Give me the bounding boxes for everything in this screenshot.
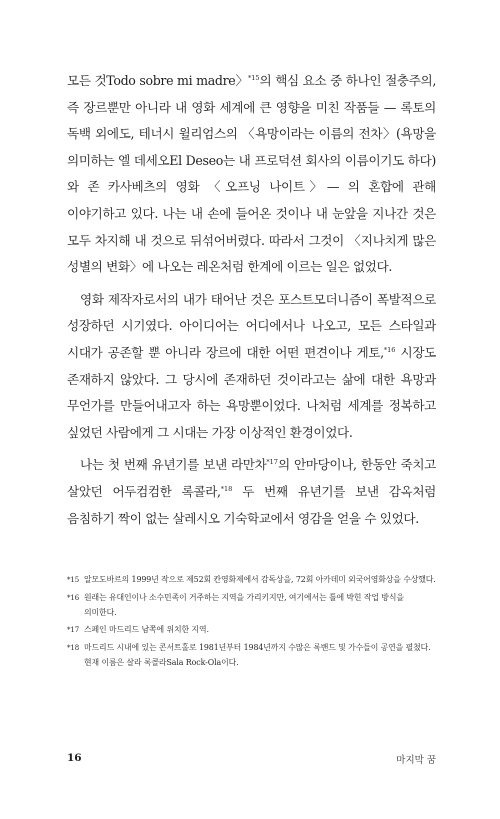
- text-run: 영화 제작자로서의 내가 태어난 것은 포스트모더니즘이 폭발적으로 성장하던 시기였다. 아이디어는 어디에서나 나오고, 모든 스타일과 시대가 공존할 뿐 아니라 장르에 대한 어떤 편견이나 게토,: [67, 291, 436, 360]
- paragraph: [67, 68, 436, 281]
- footnote-reference: *18: [220, 484, 233, 493]
- footnote-reference: *16: [383, 345, 396, 354]
- footnote-text: 원래는 유대인이나 소수민족이 거주하는 지역을 가리키지만, 여기에서는 틀에 박힌 작업 방식을 의미한다.: [84, 592, 404, 617]
- text-run: 두 번째 유년기를 보낸 감옥처럼 음침하기 짝이 없는 살레시오 기숙학교에서 영감을 얻을 수 있었다.: [67, 483, 437, 526]
- footnote-marker: *17: [67, 626, 80, 635]
- footnote: [67, 623, 436, 638]
- paragraph: [67, 452, 436, 532]
- page-number: 16: [67, 752, 82, 764]
- footnote-text: 마드리드 시내에 있는 콘서트홀로 1981년부터 1984년까지 수많은 록밴드 및 가수들이 공연을 펼쳤다. 현재 이름은 살라 록콜라Sala Rock-Ola이다.: [84, 643, 431, 667]
- footnote: [67, 573, 436, 588]
- text-run: 나는 첫 번째 유년기를 보낸 라만차: [80, 457, 267, 473]
- text-run: 모든 것Todo sobre mi madre〉: [67, 73, 249, 88]
- footnote-reference: *17: [266, 458, 278, 467]
- text-run: 의 핵심 요소 중 하나인 절충주의, 즉 장르뿐만 아니라 내 영화 세계에 큰 영향을 미친 작품들 — 록토의 독백 외에도, 테너시 윌리엄스의 〈욕망이라는 이름의 전차〉(욕망을 의미하는 엘 데세오El Deseo는 내 프로덕션 회사의 이름이기도 하다)와 존 카사베츠의 영화 〈오프닝 나이트〉— 의 혼합에 관해 이야기하고 있다. 나는 내 손에 들어온 것이나 내 눈앞을 지나간 것은 모두 차지해 내 것으로 뒤섞어버렸다. 따라서 그것이 〈지나치게 많은 성별의 변화〉에 나오는 레온처럼 한계에 이르는 일은 없었다.: [67, 73, 436, 275]
- footnote-marker: *15: [67, 576, 80, 584]
- footnote: [67, 591, 436, 621]
- footnote: [67, 641, 436, 671]
- text-run: 시장도 존재하지 않았다. 그 당시에 존재하던 것이라고는 삶에 대한 욕망과 무언가를 만들어내고자 하는 욕망뿐이었다. 나처럼 세계를 정복하고 싶었던 사람에게 그 시대는 가장 이상적인 환경이었다.: [67, 344, 436, 440]
- running-title: 마지막 꿈: [396, 755, 436, 766]
- footnote-text: 알모도바르의 1999년 작으로 제52회 칸영화제에서 감독상을, 72회 아카데미 외국어영화상을 수상했다.: [84, 575, 436, 584]
- footnote-reference: *15: [248, 74, 260, 82]
- paragraph: [67, 287, 436, 447]
- footnote-marker: *16: [67, 593, 80, 602]
- footnote-marker: *18: [67, 644, 80, 653]
- text-run: 의 안마당이나, 한동안 죽치고 살았던 어두컴컴한 록콜라,: [67, 457, 436, 499]
- footnote-text: 스페인 마드리드 남쪽에 위치한 지역.: [84, 625, 209, 635]
- footnotes: [67, 573, 436, 674]
- main-text: [67, 68, 436, 538]
